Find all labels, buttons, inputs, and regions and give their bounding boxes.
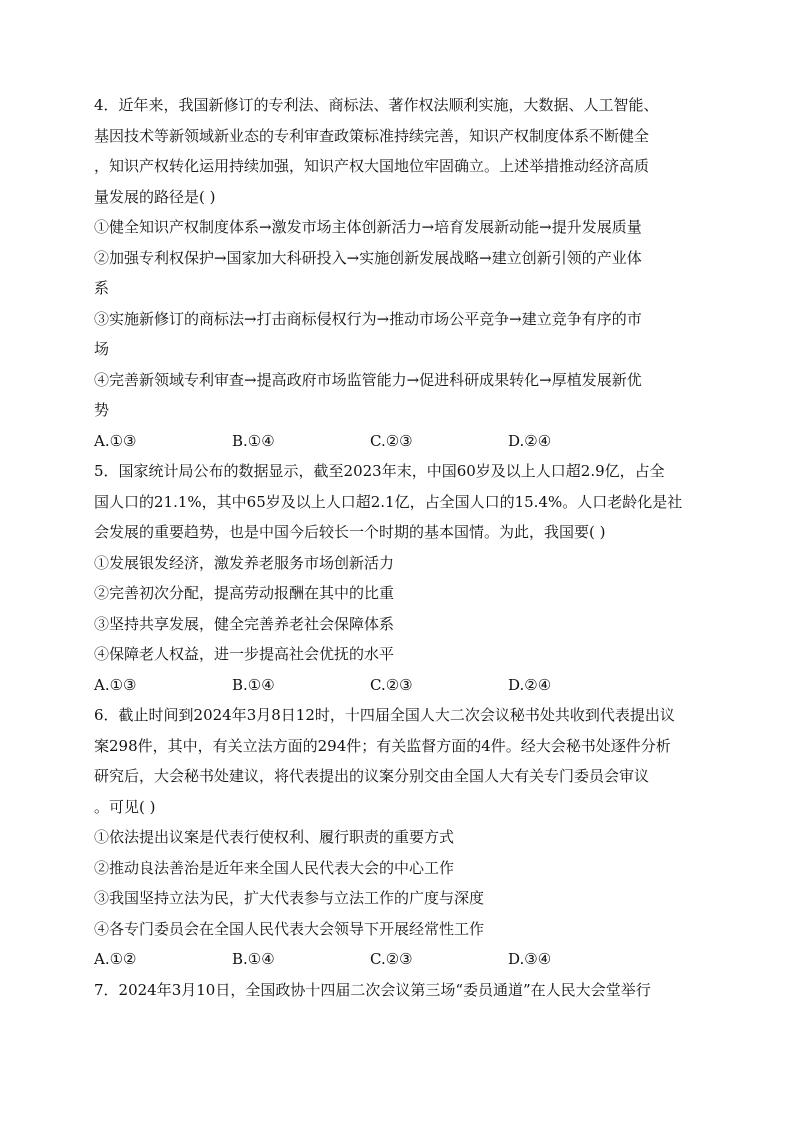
answer-option: B.①④ bbox=[232, 950, 275, 968]
answer-option: A.①② bbox=[94, 950, 137, 968]
statement-line: ①健全知识产权制度体系→激发市场主体创新活力→培育发展新动能→提升发展质量 bbox=[94, 218, 642, 236]
statement-line: ①发展银发经济，激发养老服务市场创新活力 bbox=[94, 553, 395, 572]
question-stem-line: 7．2024年3月10日，全国政协十四届二次会议第三场“委员通道”在人民大会堂举行 bbox=[94, 980, 651, 999]
answer-option: B.①④ bbox=[232, 675, 275, 694]
question-stem-line: 量发展的路径是( ) bbox=[94, 187, 216, 206]
question-stem-line: 国人口的21.1%，其中65岁及以上人口超2.1亿，占全国人口的15.4%。人口老龄化是社 bbox=[94, 492, 683, 511]
question-block bbox=[94, 456, 704, 700]
statement-line: ③实施新修订的商标法→打击商标侵权行为→推动市场公平竞争→建立竞争有序的市 bbox=[94, 309, 642, 328]
statement-line: ②加强专利权保护→国家加大科研投入→实施创新发展战略→建立创新引领的产业体 bbox=[94, 248, 642, 267]
question-stem-line: 研究后，大会秘书处建议，将代表提出的议案分别交由全国人大有关专门委员会审议 bbox=[94, 767, 650, 785]
statement-line: 场 bbox=[94, 340, 110, 358]
answer-option: C.②③ bbox=[370, 675, 413, 694]
answer-option: A.①③ bbox=[94, 431, 137, 450]
question-block bbox=[94, 700, 704, 975]
question-stem-line: 5．国家统计局公布的数据显示，截至2023年末，中国60岁及以上人口超2.9亿，占全 bbox=[94, 462, 665, 480]
answer-option: D.②④ bbox=[508, 675, 552, 694]
answer-option: D.③④ bbox=[508, 950, 552, 968]
statement-line: ④各专门委员会在全国人民代表大会领导下开展经常性工作 bbox=[94, 919, 485, 938]
statement-line: ③我国坚持立法为民，扩大代表参与立法工作的广度与深度 bbox=[94, 889, 485, 907]
question-block bbox=[94, 975, 704, 1006]
statement-line: 系 bbox=[94, 279, 110, 297]
statement-line: ②推动良法善治是近年来全国人民代表大会的中心工作 bbox=[94, 858, 455, 877]
answer-option: C.②③ bbox=[370, 431, 413, 450]
question-stem-line: 4．近年来，我国新修订的专利法、商标法、著作权法顺利实施，大数据、人工智能、 bbox=[94, 96, 659, 114]
statement-line: ④完善新领域专利审查→提高政府市场监管能力→促进科研成果转化→厚植发展新优 bbox=[94, 370, 642, 389]
question-stem-line: 案298件，其中，有关立法方面的294件；有关监督方面的4件。经大会秘书处逐件分析 bbox=[94, 736, 671, 755]
statement-line: ③坚持共享发展，健全完善养老社会保障体系 bbox=[94, 614, 395, 633]
question-stem-line: ，知识产权转化运用持续加强，知识产权大国地位牢固确立。上述举措推动经济高质 bbox=[94, 157, 650, 175]
question-stem-line: 会发展的重要趋势，也是中国今后较长一个时期的基本国情。为此，我国要( ) bbox=[94, 523, 606, 541]
document-page bbox=[94, 90, 704, 1005]
statement-line: ④保障老人权益，进一步提高社会优抚的水平 bbox=[94, 645, 395, 663]
answer-options bbox=[94, 670, 704, 701]
statement-line: 势 bbox=[94, 401, 110, 419]
answer-option: C.②③ bbox=[370, 950, 413, 968]
answer-options bbox=[94, 944, 704, 975]
question-list bbox=[94, 90, 704, 1005]
statement-line: ②完善初次分配，提高劳动报酬在其中的比重 bbox=[94, 584, 395, 602]
answer-options bbox=[94, 426, 704, 457]
answer-option: D.②④ bbox=[508, 431, 552, 450]
question-stem-line: 基因技术等新领域新业态的专利审查政策标准持续完善，知识产权制度体系不断健全 bbox=[94, 126, 650, 145]
question-stem-line: 。可见( ) bbox=[94, 797, 156, 816]
question-stem-line: 6．截止时间到2024年3月8日12时，十四届全国人大二次会议秘书处共收到代表提出议 bbox=[94, 706, 675, 724]
question-block bbox=[94, 90, 704, 456]
statement-line: ①依法提出议案是代表行使权利、履行职责的重要方式 bbox=[94, 828, 455, 846]
answer-option: A.①③ bbox=[94, 675, 137, 694]
answer-option: B.①④ bbox=[232, 431, 275, 450]
